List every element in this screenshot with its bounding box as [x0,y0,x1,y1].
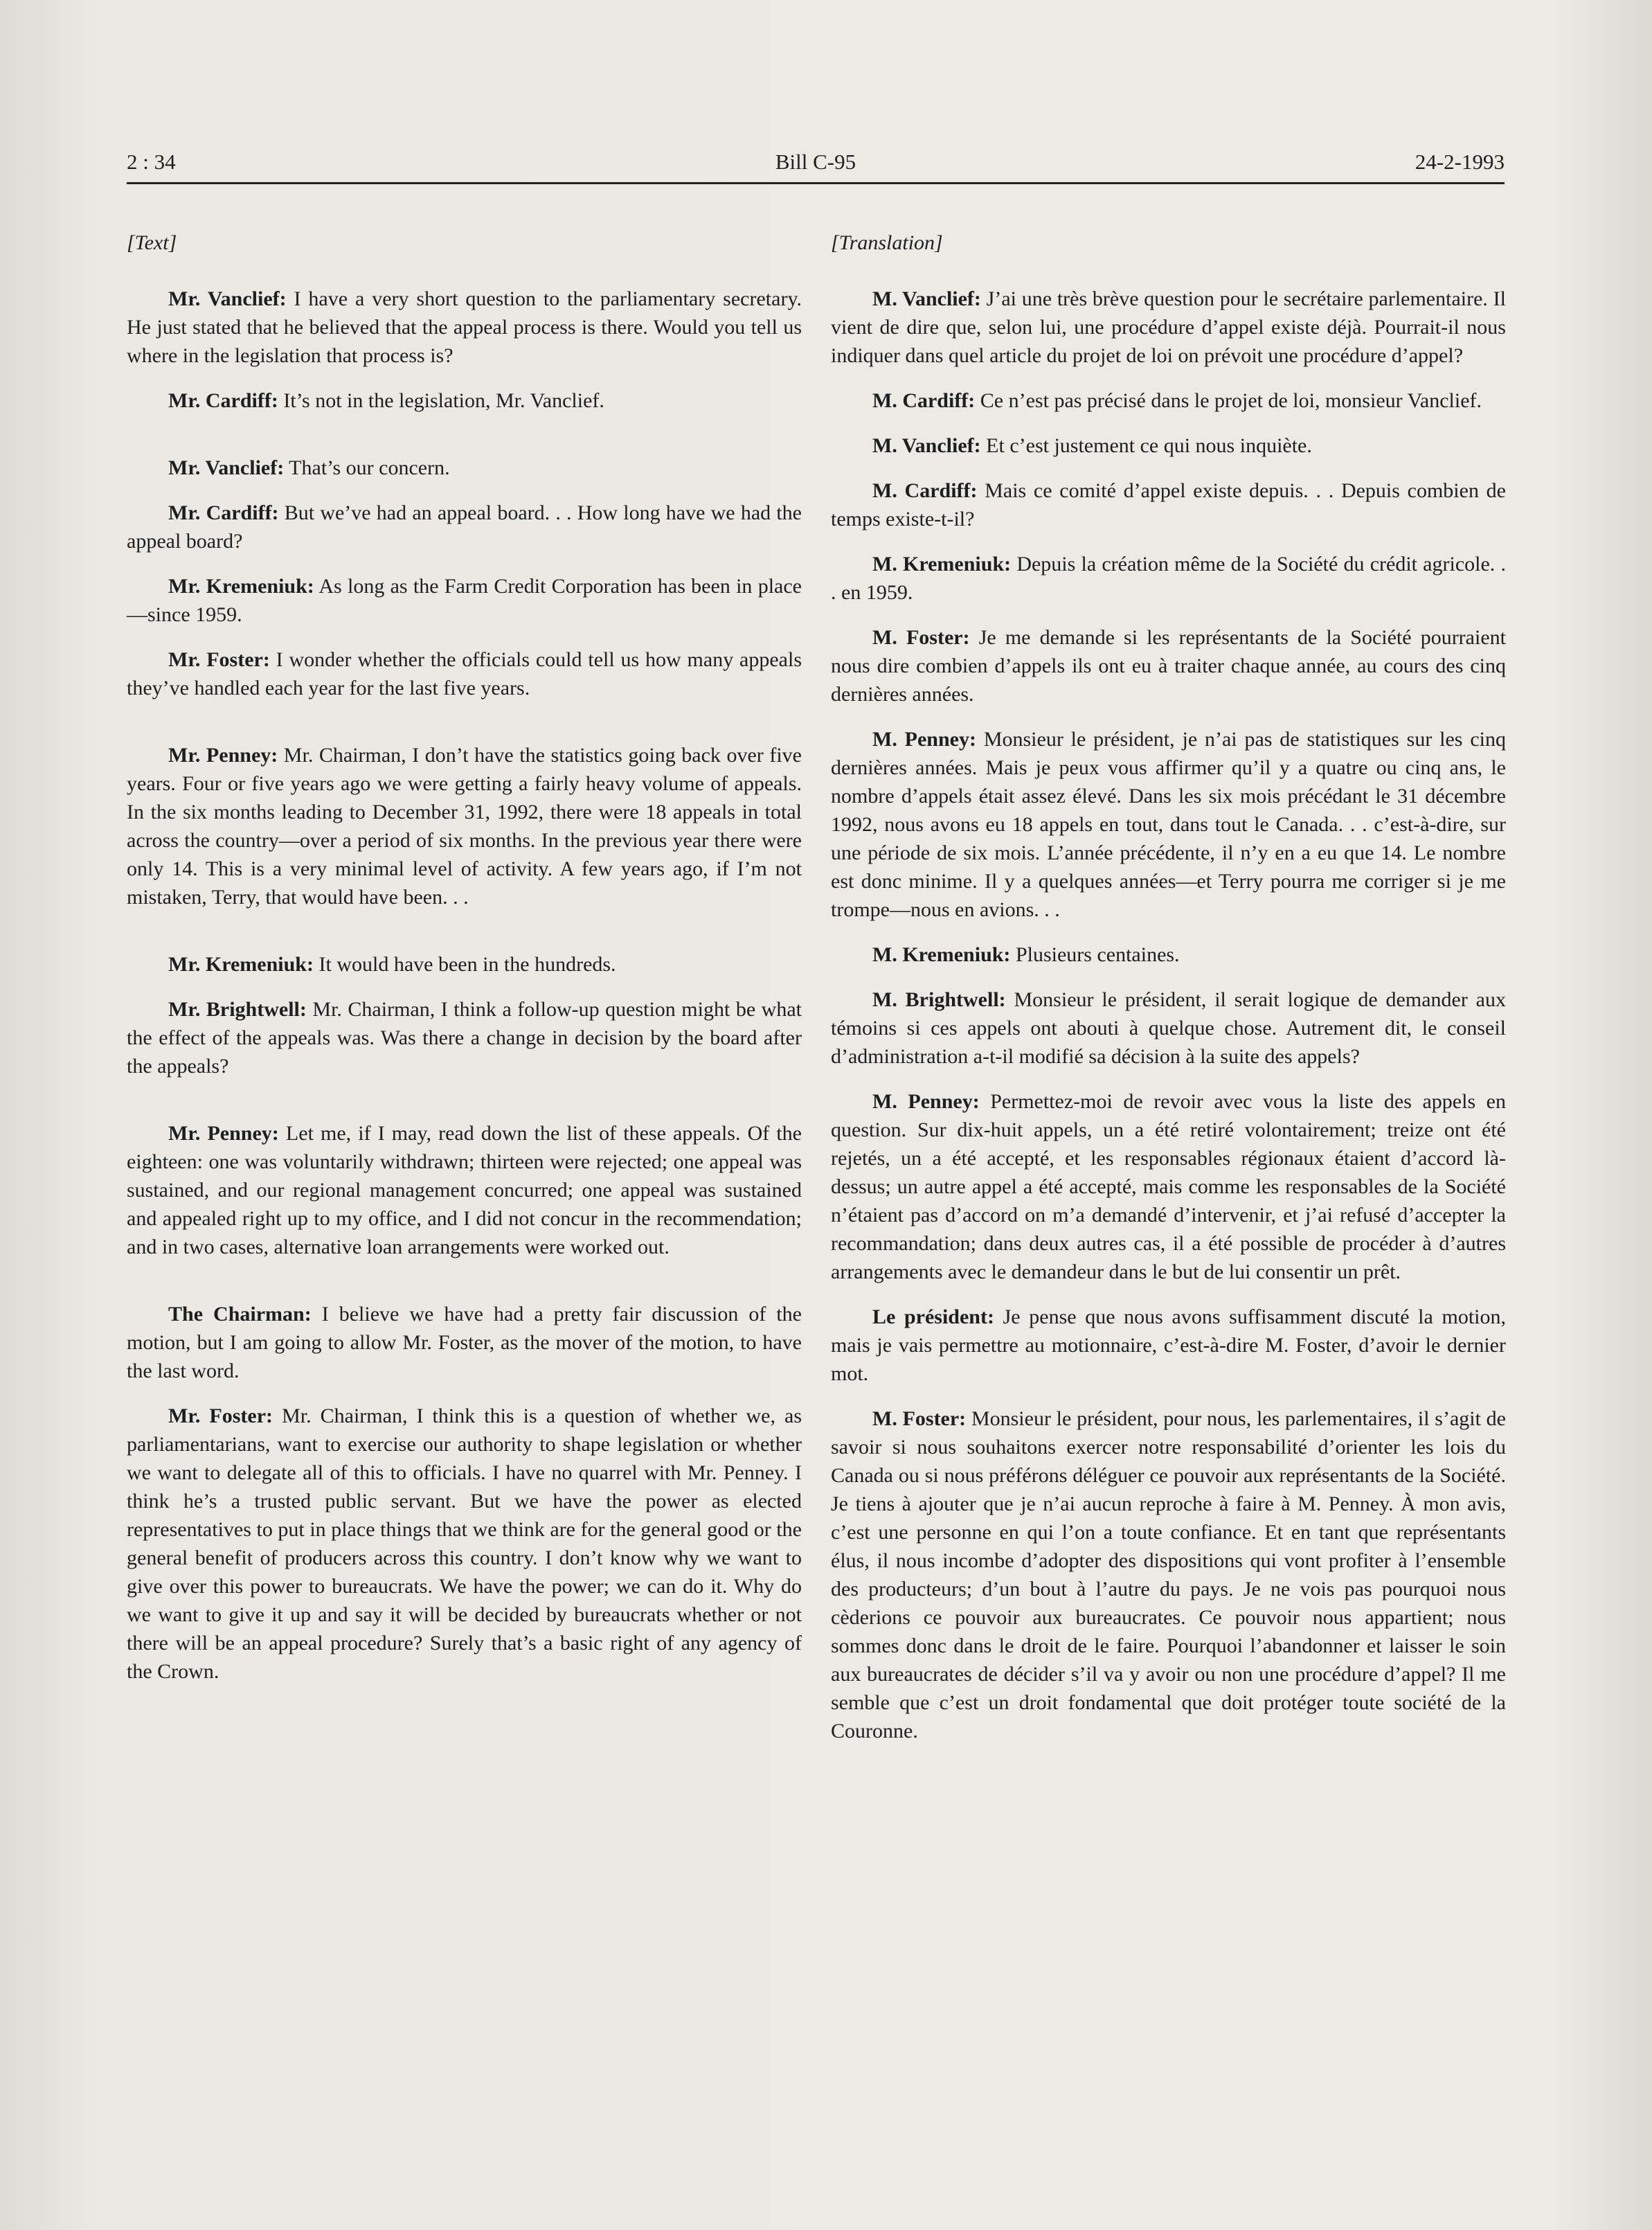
transcript-paragraph [831,623,1506,708]
speaker-name: Mr. Vanclief: [168,287,287,310]
speaker-name: Mr. Cardiff: [168,389,278,412]
speaker-name: M. Cardiff: [872,479,978,502]
speaker-name: Le président: [872,1305,994,1328]
page-number: 2 : 34 [127,150,176,174]
transcript-paragraph [831,1087,1506,1286]
speech-text: Et c’est justement ce qui nous inquiète. [980,434,1312,457]
transcript-paragraph [831,431,1506,460]
transcript-paragraph [127,285,802,370]
transcript-paragraph [127,1402,802,1686]
transcript-paragraph [831,285,1506,370]
transcript-paragraph [831,985,1506,1071]
speaker-name: M. Brightwell: [872,988,1006,1011]
transcript-paragraph [127,386,802,415]
speaker-name: Mr. Foster: [168,1404,273,1427]
speech-text: Mais ce comité d’appel existe depuis. . . Depuis combien de temps existe-t-il? [831,479,1506,530]
speaker-name: M. Penney: [872,728,976,751]
speech-text: Permettez-moi de revoir avec vous la liste des appels en question. Sur dix-huit appels, un a été retiré volontairement; treize ont été rejetés, un a été accepté, et les responsables régionaux étaient d’accord là-dessus; un autre appel a été accepté, mais comme les responsables de la Société n’étaient pas d’accord on m’a demandé d’intervenir, et j’ai refusé d’accepter la recommandation; dans deux autres cas, il a été possible de procéder à d’autres arrangements avec le demandeur dans le but de lui consentir un prêt. [831,1090,1506,1283]
speaker-name: The Chairman: [168,1303,312,1326]
transcript-paragraph [127,1300,802,1385]
speaker-name: Mr. Kremeniuk: [168,575,314,598]
transcript-paragraph [127,645,802,702]
speaker-name: M. Vanclief: [872,434,981,457]
transcript-paragraph [127,950,802,979]
transcript-paragraph [831,940,1506,969]
transcript-paragraph [831,550,1506,607]
speaker-name: M. Kremeniuk: [872,553,1012,576]
speech-text: As long as the Farm Credit Corporation has been in place—since 1959. [127,575,802,626]
transcript-paragraph [127,1119,802,1261]
speech-text: Mr. Chairman, I think this is a question of whether we, as parliamentarians, want to exercise our authority to shape legislation or whether we want to delegate all of this to officials. I have no quarrel with Mr. Penney. I think he’s a trusted public servant. But we have the power as elected representatives to put in place things that we think are for the general good or the general benefit of producers across this country. I don’t know why we want to give over this power to bureaucrats. We have the power; we can do it. Why do we want to give it up and say it will be decided by bureaucrats whether or not there will be an appeal procedure? Surely that’s a basic right of any agency of the Crown. [127,1404,802,1683]
speech-text: It’s not in the legislation, Mr. Vanclief. [278,389,604,412]
speaker-name: M. Vanclief: [872,287,981,310]
transcript-paragraph [831,725,1506,924]
speech-text: It would have been in the hundreds. [314,953,616,976]
section-label: [Translation] [831,231,943,254]
speech-text: Monsieur le président, il serait logique de demander aux témoins si ces appels ont abouti à quelque chose. Autrement dit, le conseil d’administration a-t-il modifié sa décision à la suite des appels? [831,988,1506,1068]
header-rule [127,182,1505,184]
speaker-name: Mr. Cardiff: [168,501,279,524]
transcript-paragraph [127,995,802,1080]
speech-text: Monsieur le président, je n’ai pas de statistiques sur les cinq dernières années. Mais je peux vous affirmer qu’il y a quatre ou cinq ans, le nombre d’appels était assez élevé. Dans les six mois précédant le 31 décembre 1992, nous avons eu 18 appels en tout, dans tout le Canada. . . c’est-à-dire, sur une période de six mois. L’année précédente, il n’y en a eu que 14. Le nombre est donc minime. Il y a quelques années—et Terry pourra me corriger si je me trompe—nous en avions. . . [831,728,1506,921]
speech-text: I believe we have had a pretty fair discussion of the motion, but I am going to allow Mr. Foster, as the mover of the motion, to have the last word. [127,1303,802,1382]
speech-text: Let me, if I may, read down the list of these appeals. Of the eighteen: one was voluntarily withdrawn; thirteen were rejected; one appeal was sustained, and our regional management concurred; one appeal was sustained and appealed right up to my office, and I did not concur in the recommendation; and in two cases, alternative loan arrangements were worked out. [127,1122,802,1258]
speaker-name: Mr. Vanclief: [168,456,285,479]
transcript-paragraph [831,1303,1506,1388]
speaker-name: M. Penney: [872,1090,980,1113]
speaker-name: Mr. Kremeniuk: [168,953,314,976]
speech-text: I have a very short question to the parliamentary secretary. He just stated that he believed that the appeal process is there. Would you tell us where in the legislation that process is? [127,287,802,367]
speaker-name: Mr. Penney: [168,744,278,767]
speech-text: J’ai une très brève question pour le secrétaire parlementaire. Il vient de dire que, selon lui, une procédure d’appel existe déjà. Pourrait-il nous indiquer dans quel article du projet de loi on prévoit une procédure d’appel? [831,287,1507,367]
bill-title: Bill C-95 [775,150,856,174]
speech-text: Je pense que nous avons suffisamment discuté la motion, mais je vais permettre au motionnaire, c’est-à-dire M. Foster, d’avoir le dernier mot. [831,1305,1506,1385]
speaker-name: Mr. Foster: [168,648,270,671]
transcript-paragraph [127,741,802,911]
speech-text: Monsieur le président, pour nous, les parlementaires, il s’agit de savoir si nous souhaitons exercer notre responsabilité d’orienter les lois du Canada ou si nous préférons déléguer ce pouvoir aux représentants de la Société. Je tiens à ajouter que je n’ai aucun reproche à faire à M. Penney. À mon avis, c’est une personne en qui l’on a toute confiance. Et en tant que représentants élus, il nous incombe d’adopter des dispositions qui vont profiter à l’ensemble des producteurs; d’un bout à l’autre du pays. Je ne vois pas pourquoi nous cèderions ce pouvoir aux bureaucrates. Ce pouvoir nous appartient; nous sommes donc dans le droit de le faire. Pourquoi l’abandonner et laisser le soin aux bureaucrates de décider s’il va y avoir ou non une procédure d’appel? Il me semble que c’est un droit fondamental que doit protéger toute société de la Couronne. [831,1407,1506,1742]
transcript-paragraph [831,1404,1506,1745]
speaker-name: M. Kremeniuk: [872,943,1011,966]
speaker-name: M. Cardiff: [872,389,976,412]
speech-text: Depuis la création même de la Société du crédit agricole. . . en 1959. [831,553,1506,604]
transcript-paragraph [127,454,802,482]
speech-text: Ce n’est pas précisé dans le projet de loi, monsieur Vanclief. [975,389,1482,412]
section-label: [Text] [127,231,177,254]
speaker-name: M. Foster: [872,626,970,649]
transcript-paragraph [127,499,802,555]
transcript-paragraph [831,476,1506,533]
speaker-name: Mr. Penney: [168,1122,279,1145]
speech-text: Mr. Chairman, I don’t have the statistics going back over five years. Four or five years ago we were getting a fairly heavy volume of appeals. In the six months leading to December 31, 1992, there were 18 appeals in total across the country—over a period of six months. In the previous year there were only 14. This is a very minimal level of activity. A few years ago, if I’m not mistaken, Terry, that would have been. . . [127,744,802,909]
speech-text: That’s our concern. [284,456,450,479]
french-column [831,229,1506,1762]
english-column [127,229,802,1702]
transcript-paragraph [127,572,802,629]
transcript-paragraph [831,386,1506,415]
speech-text: Mr. Chairman, I think a follow-up question might be what the effect of the appeals was. Was there a change in decision by the board after the appeals? [127,998,802,1078]
speaker-name: M. Foster: [872,1407,967,1430]
header-date: 24-2-1993 [1415,150,1505,174]
speech-text: But we’ve had an appeal board. . . How long have we had the appeal board? [127,501,802,553]
speech-text: I wonder whether the officials could tell us how many appeals they’ve handled each year for the last five years. [127,648,802,699]
speech-text: Je me demande si les représentants de la Société pourraient nous dire combien d’appels ils ont eu à traiter chaque année, au cours des cinq dernières années. [831,626,1506,706]
speech-text: Plusieurs centaines. [1010,943,1180,966]
speaker-name: Mr. Brightwell: [168,998,307,1021]
